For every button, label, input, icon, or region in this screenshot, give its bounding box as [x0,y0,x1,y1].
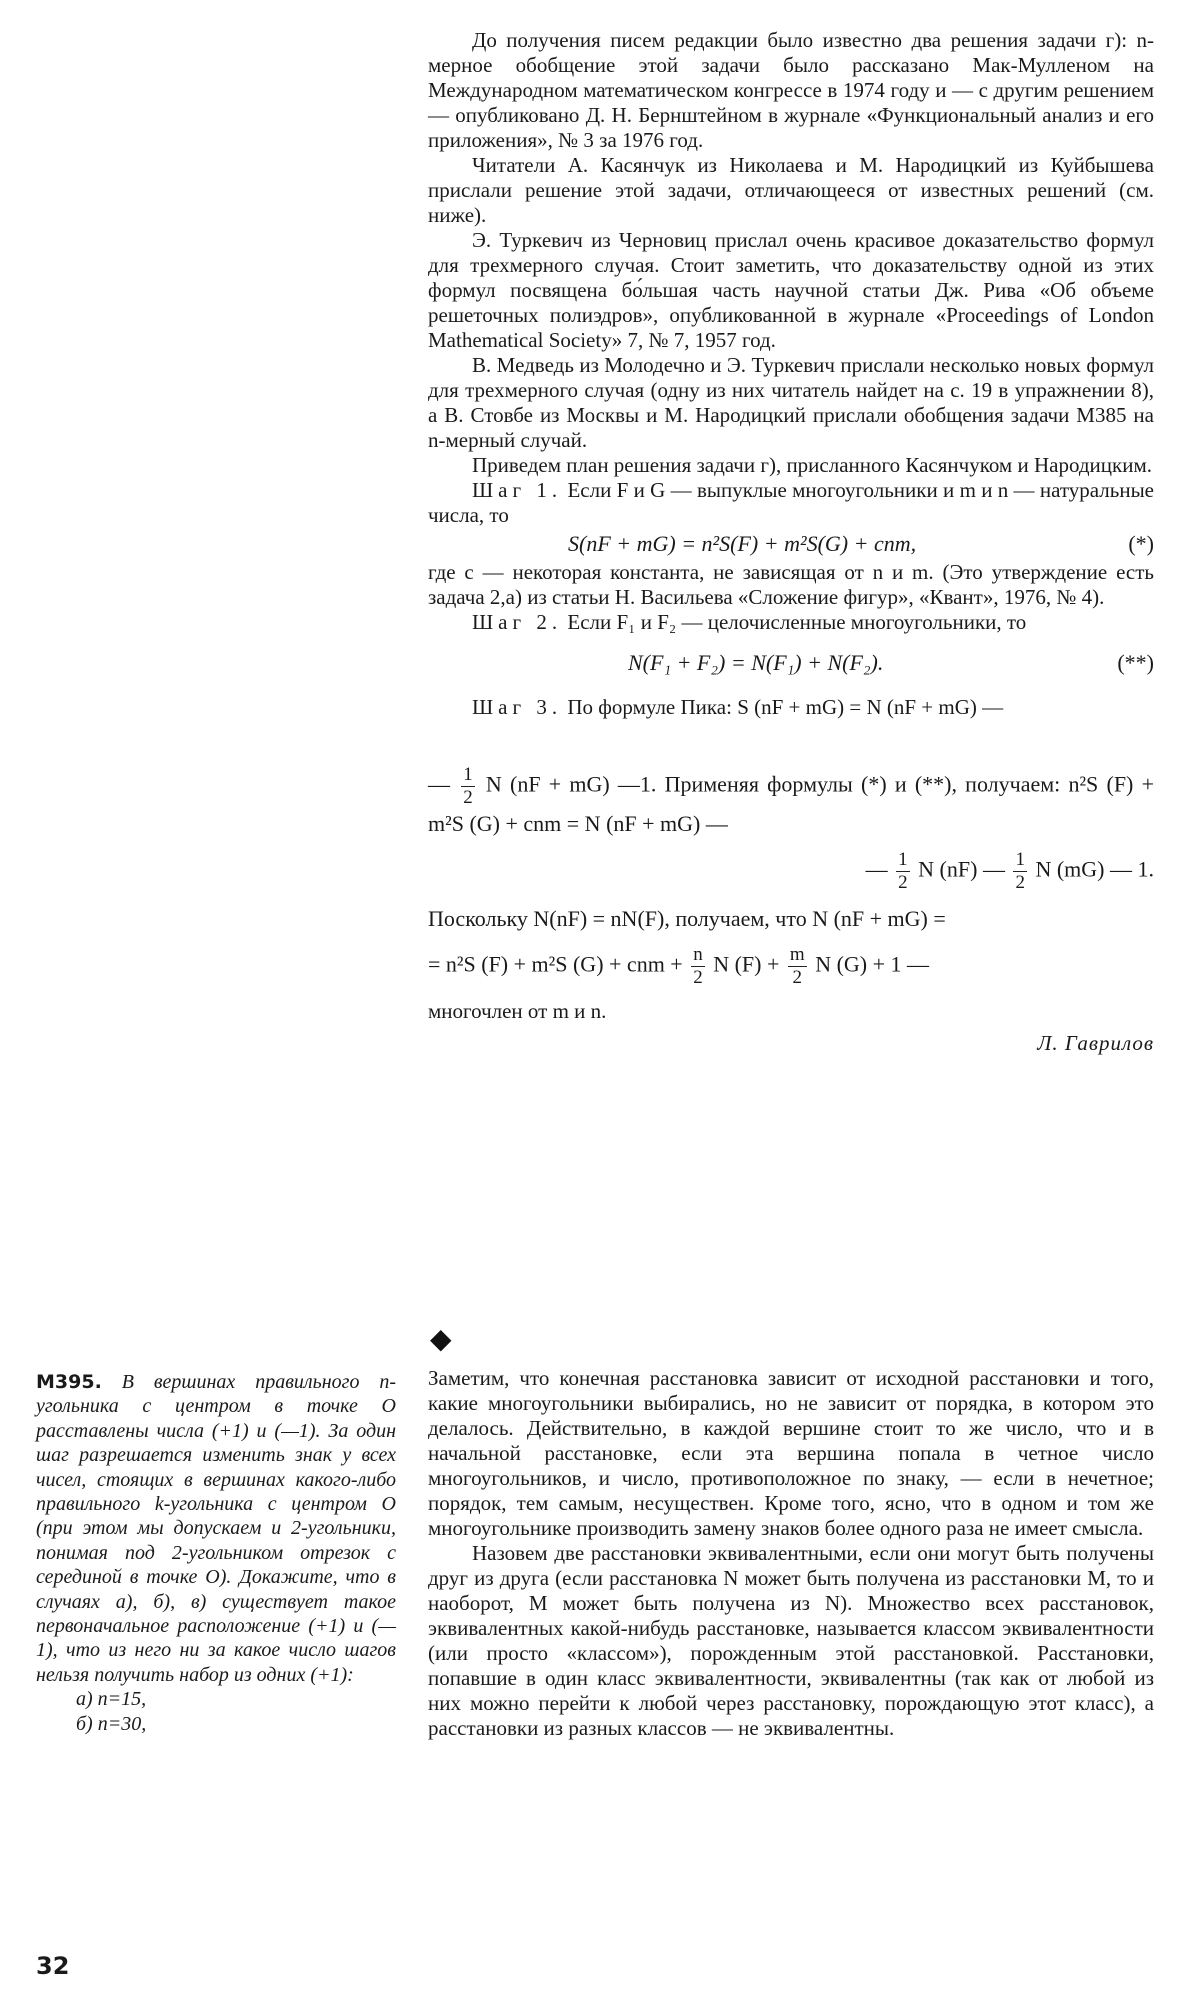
case-b: б) n=30, [76,1712,147,1735]
math-line-7 [428,944,1154,989]
step-1-text: Если F и G — выпуклые многоугольники и m и n — натуральные числа, то [428,478,1155,527]
fraction-half: $\frac{1}{2}$ [898,849,908,893]
math-line-6: Поскольку N(nF) = nN(F), получаем, что N (nF + mG) = [428,906,946,931]
step-3-text: По формуле Пика: S (nF + mG) = N (nF + mG) — [567,695,1004,719]
math-line-7-c: N (G) + 1 — [815,951,930,977]
step-3 [428,695,1154,720]
author-signature: Л. Гаврилов [1037,1031,1154,1055]
formula-2 [428,649,1154,677]
step-2-text: Если F₁ и F₂ — целочисленные многоугольники, то [567,610,1027,634]
problem-number: М395. [36,1371,102,1393]
formula-2-body: N(F₁ + F₂) = N(F₁) + N(F₂). [628,650,884,675]
problem-paragraph [36,1370,396,1687]
bottom-column [428,1366,1154,1741]
problem-statement [36,1370,396,1736]
fraction-half: $\frac{1}{2}$ [463,764,473,808]
top-column [428,28,1154,1056]
paragraph-constant: где c — некоторая константа, не зависящая от n и m. (Это утверждение есть задача 2,а) из статьи Н. Васильева «Сложение фигур», «Квант», 1976, № 4). [428,560,1154,609]
step-2 [428,610,1154,635]
formula-1-tag: (*) [1128,531,1154,556]
paragraph-order: Заметим, что конечная расстановка зависит от исходной расстановки и того, какие многоугольники выбирались, но не зависит от порядка, в котором это делалось. Действительно, в каждой вершине стоит то же число, что и в начальной расстановке, если эта вершина попала в четное число многоугольников, и число, противоположное по знаку, — если в нечетное; порядок, тем самым, несуществен. Кроме того, ясно, что в одном и том же многоугольнике производить замену знаков более одного раза не имеет смысла. [428,1366,1154,1540]
fraction-m-half: $\frac{m}{2}$ [789,944,805,988]
step-1-label: Шаг 1. [472,478,563,502]
case-a: а) n=15, [76,1688,147,1711]
math-line-4-text: N (nF + mG) —1. Применяя формулы (*) и (**), получаем: n²S (F) + m²S (G) + cnm = N (nF + mG) — [428,771,1154,836]
fraction-n-half: $\frac{n}{2}$ [693,944,703,988]
math-line-5-b: N (mG) — 1. [1035,856,1154,882]
fraction-half: $\frac{1}{2}$ [1015,849,1025,893]
math-line-8: многочлен от m и n. [428,999,607,1023]
formula-1-body: S(nF + mG) = n²S(F) + m²S(G) + cnm, [568,531,917,556]
math-line-7-a: = n²S (F) + m²S (G) + cnm + [428,951,683,977]
section-separator-diamond-icon: ◆ [430,1324,452,1355]
paragraph-readers: Читатели А. Касянчук из Николаева и М. Народицкий из Куйбышева прислали решение этой задачи, отличающееся от известных решений (см. ниже). [428,153,1154,227]
math-line-5-a: N (nF) — [918,856,1005,882]
paragraph-medved: В. Медведь из Молодечно и Э. Туркевич прислали несколько новых формул для трехмерного случая (одну из них читатель найдет на с. 19 в упражнении 8), а В. Стовбе из Москвы и М. Народицкий прислали обобщения задачи М385 на n-мерный случай. [428,353,1154,452]
paragraph-intro: До получения писем редакции было известно два решения задачи г): n-мерное обобщение этой задачи было рассказано Мак-Мулленом на Международном математическом конгрессе в 1974 году и — с другим решением — опубликовано Д. Н. Бернштейном в журнале «Функциональный анализ и его приложения», № 3 за 1976 год. [428,28,1154,152]
paragraph-plan: Приведем план решения задачи г), присланного Касянчуком и Народицким. [472,453,1152,477]
step-1 [428,478,1154,528]
math-line-4: — $\frac{1}{2}$ N (nF + mG) —1. Применяя формулы (*) и (**), получаем: n²S (F) + m²S (G) + cnm = N (nF + mG) — [428,764,1154,836]
problem-text: В вершинах правильного n-угольника с центром в точке O расставлены числа (+1) и (—1). За один шаг разрешается изменить знак у всех чисел, стоящих в вершинах какого-либо правильного k-угольника с центром O (при этом мы допускаем и 2-угольники, понимая под 2-угольником отрезок с серединой в точке O). Докажите, что в случаях а), б), в) существует такое первоначальное расположение (+1) и (—1), что из него ни за какое число шагов нельзя получить набор из одних (+1): [36,1371,397,1686]
paragraph-equivalence: Назовем две расстановки эквивалентными, если они могут быть получены друг из друга (если расстановка N может быть получена из расстановки M, то и наоборот, M может быть получена из N). Множество всех расстановок, эквивалентных какой-нибудь расстановке, называется классом эквивалентности (или просто «классом»), порожденным этой расстановкой. Расстановки, попавшие в один класс эквивалентности, эквивалентны (так как от любой из них можно перейти к любой через расстановку, порождающую этот класс), а расстановки из разных классов — не эквивалентны. [428,1541,1154,1740]
step-3-label: Шаг 3. [472,695,563,719]
step-2-label: Шаг 2. [472,610,563,634]
paragraph-turkevich: Э. Туркевич из Черновиц прислал очень красивое доказательство формул для трехмерного случая. Стоит заметить, что доказательству одной из этих формул посвящена бо́льшая часть научной статьи Дж. Рива «Об объеме решеточных полиэдров», опубликованной в журнале «Proceedings of London Mathematical Society» 7, № 7, 1957 год. [428,228,1154,352]
math-line-7-b: N (F) + [713,951,780,977]
page-number: 32 [36,1952,70,1980]
formula-2-tag: (**) [1117,650,1154,675]
math-line-5: — $\frac{1}{2}$ N (nF) — $\frac{1}{2}$ N (mG) — 1. [865,849,1154,893]
formula-1 [428,530,1154,558]
